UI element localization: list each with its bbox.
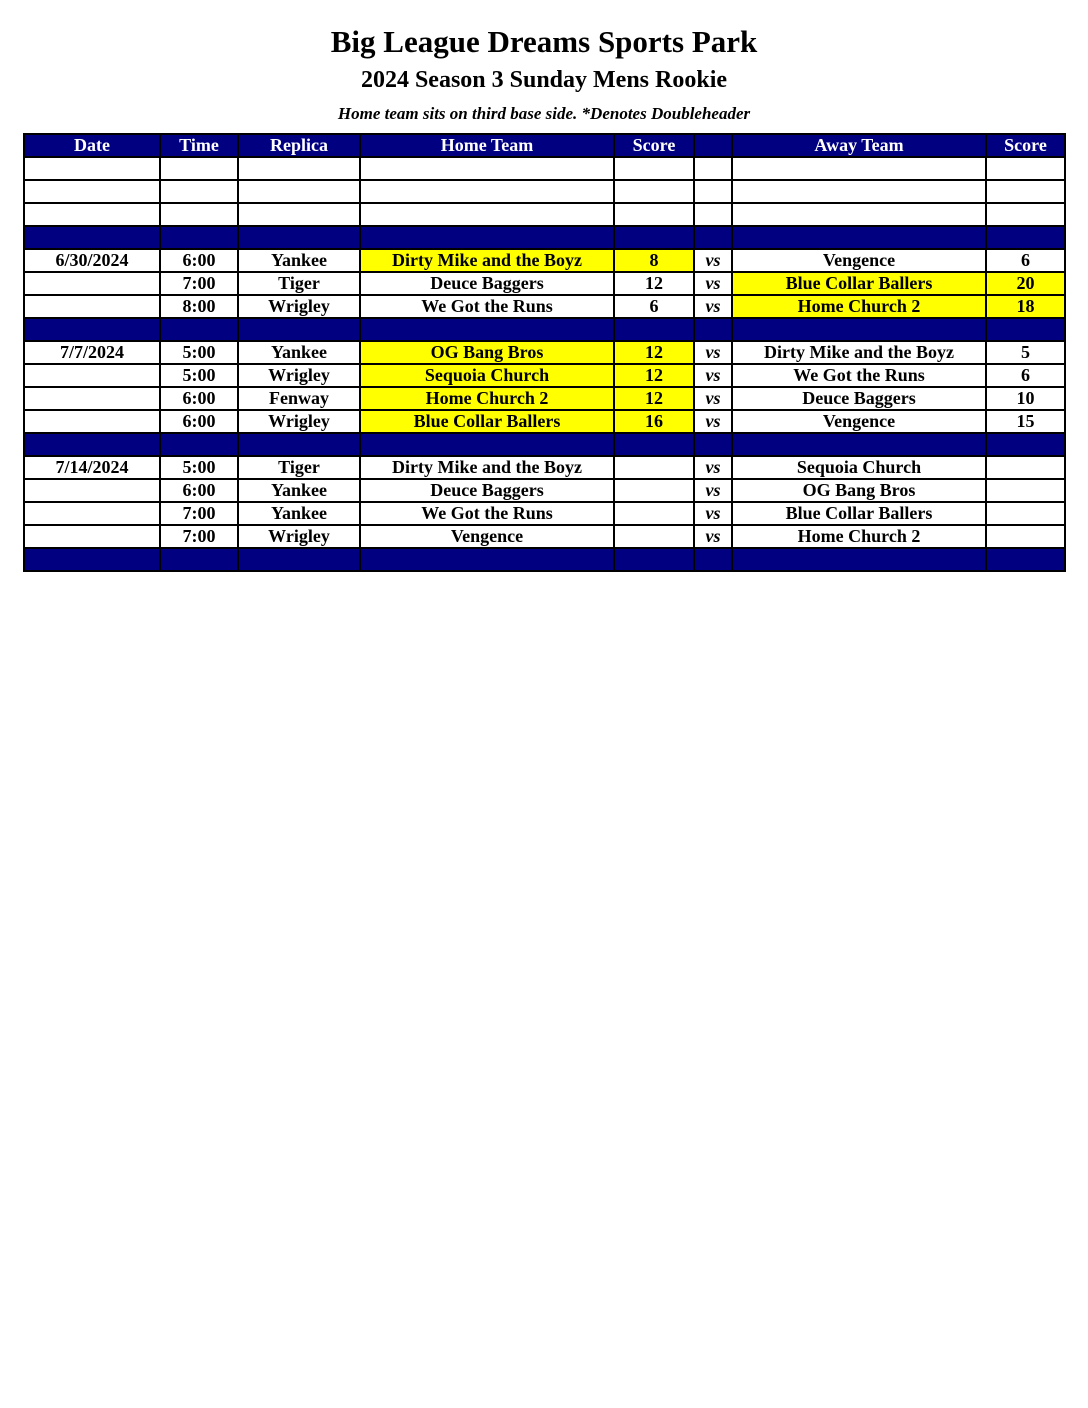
time-cell: 7:00 — [160, 525, 238, 548]
home-score-cell — [614, 548, 694, 571]
replica-cell — [238, 433, 360, 456]
week-separator-row — [24, 226, 1065, 249]
replica-cell: Tiger — [238, 272, 360, 295]
away-score-cell — [986, 157, 1065, 180]
home-team-cell — [360, 180, 614, 203]
vs-cell: vs — [694, 410, 732, 433]
home-team-cell: We Got the Runs — [360, 502, 614, 525]
vs-cell — [694, 318, 732, 341]
date-cell: 6/30/2024 — [24, 249, 160, 272]
game-row — [24, 502, 1065, 525]
date-cell — [24, 318, 160, 341]
home-team-note: Home team sits on third base side. *Denotes Doubleheader — [337, 104, 751, 123]
vs-cell: vs — [694, 387, 732, 410]
date-cell — [24, 157, 160, 180]
home-score-cell — [614, 157, 694, 180]
replica-cell: Yankee — [238, 249, 360, 272]
game-row — [24, 387, 1065, 410]
game-row — [24, 479, 1065, 502]
vs-cell: vs — [694, 479, 732, 502]
home-score-cell — [614, 433, 694, 456]
home-team-cell — [360, 318, 614, 341]
away-team-cell: Blue Collar Ballers — [732, 502, 986, 525]
empty-row — [24, 203, 1065, 226]
away-score-cell: 15 — [986, 410, 1065, 433]
away-team-cell — [732, 318, 986, 341]
replica-cell: Tiger — [238, 456, 360, 479]
vs-cell — [694, 157, 732, 180]
home-score-cell: 12 — [614, 341, 694, 364]
away-score-cell — [986, 203, 1065, 226]
away-team-cell: We Got the Runs — [732, 364, 986, 387]
replica-cell — [238, 548, 360, 571]
date-cell — [24, 180, 160, 203]
away-team-cell: Home Church 2 — [732, 525, 986, 548]
time-cell: 7:00 — [160, 272, 238, 295]
time-cell — [160, 548, 238, 571]
vs-cell: vs — [694, 456, 732, 479]
home-score-cell — [614, 456, 694, 479]
home-team-cell — [360, 203, 614, 226]
home-score-cell: 8 — [614, 249, 694, 272]
away-team-cell: Home Church 2 — [732, 295, 986, 318]
home-team-cell: Sequoia Church — [360, 364, 614, 387]
time-cell: 8:00 — [160, 295, 238, 318]
home-team-cell: OG Bang Bros — [360, 341, 614, 364]
away-score-cell — [986, 548, 1065, 571]
vs-cell — [694, 180, 732, 203]
away-team-cell — [732, 433, 986, 456]
home-score-cell — [614, 180, 694, 203]
away-team-cell — [732, 180, 986, 203]
date-cell — [24, 548, 160, 571]
replica-cell: Yankee — [238, 479, 360, 502]
date-cell — [24, 479, 160, 502]
time-cell: 6:00 — [160, 387, 238, 410]
away-score-cell: 18 — [986, 295, 1065, 318]
vs-cell: vs — [694, 249, 732, 272]
col-replica-header: Replica — [238, 134, 360, 157]
vs-cell: vs — [694, 364, 732, 387]
replica-cell — [238, 318, 360, 341]
week-separator-row — [24, 318, 1065, 341]
vs-cell: vs — [694, 341, 732, 364]
home-score-cell — [614, 502, 694, 525]
time-cell — [160, 203, 238, 226]
empty-row — [24, 180, 1065, 203]
replica-cell: Wrigley — [238, 525, 360, 548]
time-cell — [160, 226, 238, 249]
away-score-cell — [986, 456, 1065, 479]
away-score-cell — [986, 318, 1065, 341]
game-row — [24, 525, 1065, 548]
page-title: Big League Dreams Sports Park — [330, 24, 758, 59]
vs-cell: vs — [694, 502, 732, 525]
away-score-cell — [986, 525, 1065, 548]
home-score-cell: 12 — [614, 364, 694, 387]
away-score-cell — [986, 433, 1065, 456]
away-team-cell — [732, 548, 986, 571]
home-team-cell — [360, 548, 614, 571]
empty-row — [24, 157, 1065, 180]
time-cell: 5:00 — [160, 364, 238, 387]
replica-cell: Yankee — [238, 502, 360, 525]
col-home-team-header: Home Team — [360, 134, 614, 157]
date-cell: 7/7/2024 — [24, 341, 160, 364]
col-vs-header — [694, 134, 732, 157]
time-cell: 5:00 — [160, 456, 238, 479]
date-cell — [24, 295, 160, 318]
away-team-cell — [732, 157, 986, 180]
away-team-cell: Vengence — [732, 249, 986, 272]
time-cell: 6:00 — [160, 479, 238, 502]
col-date-header: Date — [24, 134, 160, 157]
home-team-cell: Dirty Mike and the Boyz — [360, 249, 614, 272]
away-score-cell: 20 — [986, 272, 1065, 295]
home-team-cell: Deuce Baggers — [360, 479, 614, 502]
home-score-cell — [614, 226, 694, 249]
away-score-cell — [986, 226, 1065, 249]
date-cell — [24, 364, 160, 387]
date-cell — [24, 272, 160, 295]
replica-cell — [238, 226, 360, 249]
week-separator-row — [24, 548, 1065, 571]
away-team-cell — [732, 203, 986, 226]
away-team-cell: Vengence — [732, 410, 986, 433]
vs-cell — [694, 548, 732, 571]
time-cell — [160, 318, 238, 341]
col-away-score-header: Score — [986, 134, 1065, 157]
home-team-cell — [360, 433, 614, 456]
vs-cell: vs — [694, 272, 732, 295]
time-cell: 6:00 — [160, 249, 238, 272]
away-team-cell: Sequoia Church — [732, 456, 986, 479]
schedule-body — [24, 157, 1065, 571]
date-cell — [24, 226, 160, 249]
away-score-cell: 10 — [986, 387, 1065, 410]
date-cell — [24, 203, 160, 226]
game-row — [24, 364, 1065, 387]
home-score-cell — [614, 525, 694, 548]
away-score-cell — [986, 479, 1065, 502]
replica-cell — [238, 180, 360, 203]
replica-cell: Fenway — [238, 387, 360, 410]
home-team-cell — [360, 157, 614, 180]
col-away-team-header: Away Team — [732, 134, 986, 157]
home-score-cell: 16 — [614, 410, 694, 433]
home-team-cell — [360, 226, 614, 249]
date-cell — [24, 502, 160, 525]
season-subtitle: 2024 Season 3 Sunday Mens Rookie — [360, 67, 728, 93]
home-team-cell: Blue Collar Ballers — [360, 410, 614, 433]
replica-cell: Yankee — [238, 341, 360, 364]
replica-cell: Wrigley — [238, 364, 360, 387]
time-cell: 6:00 — [160, 410, 238, 433]
vs-cell: vs — [694, 295, 732, 318]
time-cell — [160, 180, 238, 203]
away-score-cell — [986, 180, 1065, 203]
home-score-cell: 12 — [614, 272, 694, 295]
header-row — [24, 134, 1065, 157]
replica-cell — [238, 203, 360, 226]
replica-cell: Wrigley — [238, 295, 360, 318]
game-row — [24, 456, 1065, 479]
away-team-cell: OG Bang Bros — [732, 479, 986, 502]
home-score-cell — [614, 318, 694, 341]
away-score-cell: 6 — [986, 364, 1065, 387]
game-row — [24, 295, 1065, 318]
week-separator-row — [24, 433, 1065, 456]
date-cell: 7/14/2024 — [24, 456, 160, 479]
replica-cell: Wrigley — [238, 410, 360, 433]
schedule-table — [23, 133, 1066, 572]
time-cell — [160, 433, 238, 456]
game-row — [24, 272, 1065, 295]
home-team-cell: We Got the Runs — [360, 295, 614, 318]
vs-cell: vs — [694, 525, 732, 548]
home-score-cell — [614, 203, 694, 226]
time-cell — [160, 157, 238, 180]
vs-cell — [694, 226, 732, 249]
away-team-cell: Deuce Baggers — [732, 387, 986, 410]
game-row — [24, 341, 1065, 364]
vs-cell — [694, 433, 732, 456]
away-team-cell: Dirty Mike and the Boyz — [732, 341, 986, 364]
home-score-cell: 6 — [614, 295, 694, 318]
replica-cell — [238, 157, 360, 180]
time-cell: 7:00 — [160, 502, 238, 525]
away-team-cell: Blue Collar Ballers — [732, 272, 986, 295]
date-cell — [24, 410, 160, 433]
vs-cell — [694, 203, 732, 226]
game-row — [24, 249, 1065, 272]
game-row — [24, 410, 1065, 433]
col-time-header: Time — [160, 134, 238, 157]
date-cell — [24, 387, 160, 410]
home-score-cell — [614, 479, 694, 502]
away-team-cell — [732, 226, 986, 249]
col-home-score-header: Score — [614, 134, 694, 157]
away-score-cell: 6 — [986, 249, 1065, 272]
home-team-cell: Dirty Mike and the Boyz — [360, 456, 614, 479]
date-cell — [24, 525, 160, 548]
home-team-cell: Deuce Baggers — [360, 272, 614, 295]
date-cell — [24, 433, 160, 456]
away-score-cell: 5 — [986, 341, 1065, 364]
home-team-cell: Home Church 2 — [360, 387, 614, 410]
time-cell: 5:00 — [160, 341, 238, 364]
away-score-cell — [986, 502, 1065, 525]
home-team-cell: Vengence — [360, 525, 614, 548]
home-score-cell: 12 — [614, 387, 694, 410]
